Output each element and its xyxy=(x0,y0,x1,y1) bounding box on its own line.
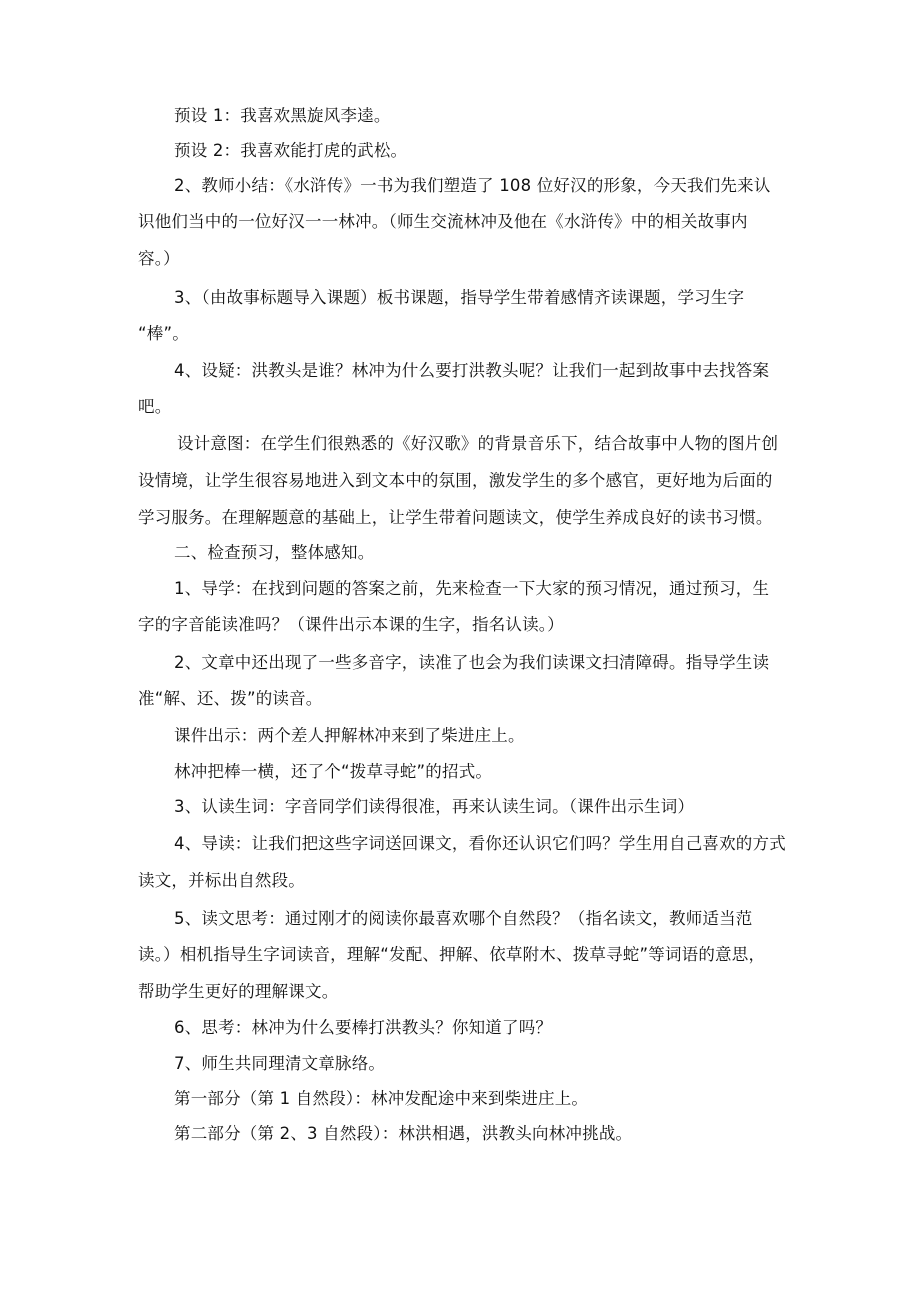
text-line: 字的字音能读准吗？（课件出示本课的生字，指名认读。） xyxy=(138,615,564,634)
text-line: 6、思考：林冲为什么要棒打洪教头？你知道了吗？ xyxy=(174,1018,553,1037)
text-line: 4、设疑：洪教头是谁？林冲为什么要打洪教头呢？让我们一起到故事中去找答案 xyxy=(174,361,770,380)
text-line: 预设 2：我喜欢能打虎的武松。 xyxy=(174,141,408,160)
text-line: 学习服务。在理解题意的基础上，让学生带着问题读文，使学生养成良好的读书习惯。 xyxy=(138,508,773,527)
text-line: 读文，并标出自然段。 xyxy=(138,871,305,890)
text-line: 预设 1：我喜欢黑旋风李逵。 xyxy=(174,106,391,125)
text-line: 2、教师小结：《水浒传》一书为我们塑造了 108 位好汉的形象，今天我们先来认 xyxy=(174,176,771,195)
text-line: 容。） xyxy=(138,249,180,268)
text-line: 第二部分（第 2、3 自然段）：林洪相遇，洪教头向林冲挑战。 xyxy=(174,1124,633,1143)
text-line: “棒”。 xyxy=(138,324,189,343)
text-line: 课件出示：两个差人押解林冲来到了柴进庄上。 xyxy=(174,726,525,745)
text-line: 帮助学生更好的理解课文。 xyxy=(138,982,339,1001)
text-line: 吧。 xyxy=(138,397,172,416)
text-line: 读。）相机指导生字词读音，理解“发配、押解、依草附木、拨草寻蛇”等词语的意思， xyxy=(138,945,766,964)
text-line: 识他们当中的一位好汉一一林冲。（师生交流林冲及他在《水浒传》中的相关故事内 xyxy=(138,212,748,231)
text-line: 设情境，让学生很容易地进入到文本中的氛围，激发学生的多个感官，更好地为后面的 xyxy=(138,471,773,490)
text-line: 1、导学：在找到问题的答案之前，先来检查一下大家的预习情况，通过预习，生 xyxy=(174,579,770,598)
text-line: 7、师生共同理清文章脉络。 xyxy=(174,1054,386,1073)
text-line: 第一部分（第 1 自然段）：林冲发配途中来到柴进庄上。 xyxy=(174,1089,589,1108)
text-line: 3、认读生词：字音同学们读得很准，再来认读生词。（课件出示生词） xyxy=(174,797,695,816)
text-line: 林冲把棒一横，还了个“拨草寻蛇”的招式。 xyxy=(174,762,493,781)
text-line: 2、文章中还出现了一些多音字，读准了也会为我们读课文扫清障碍。指导学生读 xyxy=(174,653,770,672)
text-line: 准“解、还、拨”的读音。 xyxy=(138,689,323,708)
text-line: 设计意图：在学生们很熟悉的《好汉歌》的背景音乐下，结合故事中人物的图片创 xyxy=(177,434,779,453)
text-line: 二、检查预习，整体感知。 xyxy=(174,543,375,562)
text-line: 3、（由故事标题导入课题）板书课题，指导学生带着感情齐读课题，学习生字 xyxy=(174,288,745,307)
text-line: 4、导读：让我们把这些字词送回课文，看你还认识它们吗？学生用自己喜欢的方式 xyxy=(174,834,786,853)
text-line: 5、读文思考：通过刚才的阅读你最喜欢哪个自然段？（指名读文，教师适当范 xyxy=(174,909,753,928)
